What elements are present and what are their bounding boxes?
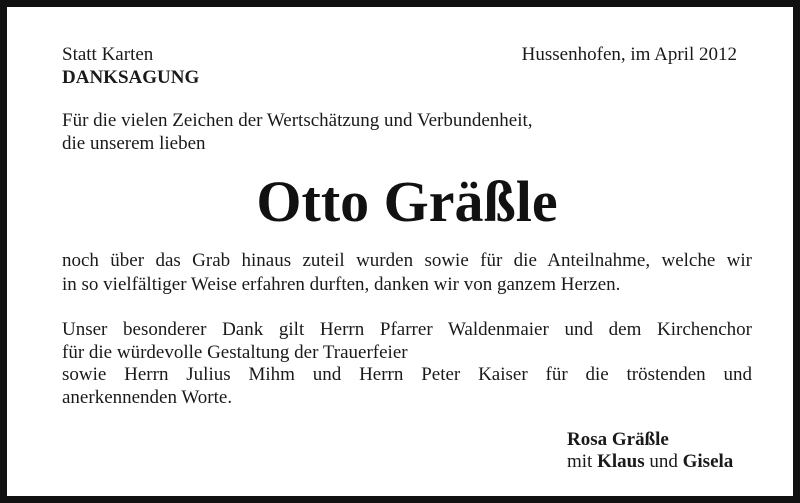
danksagung-heading: DANKSAGUNG	[62, 67, 200, 88]
signature-and: und	[649, 451, 678, 472]
paragraph1-line-1: noch über das Grab hinaus zuteil wurden sowie für die Anteilnahme, welche wir	[62, 250, 752, 271]
paragraph1-line-2: in so vielfältiger Weise erfahren durften, danken wir von ganzem Herzen.	[62, 274, 621, 295]
place-date: Hussenhofen, im April 2012	[521, 44, 737, 65]
signature-person-2: Gisela	[682, 451, 734, 472]
paragraph2-line-3: sowie Herrn Julius Mihm und Herrn Peter Kaiser für die tröstenden und	[62, 364, 752, 385]
signature-family-line	[567, 450, 733, 474]
signature-with: mit	[567, 451, 593, 472]
paragraph2-line-4: anerkennenden Worte.	[62, 387, 233, 408]
signature-name: Rosa Gräßle	[567, 429, 669, 450]
intro-line-2: die unserem lieben	[62, 133, 206, 154]
intro-line-1: Für die vielen Zeichen der Wertschätzung und Verbundenheit,	[62, 110, 533, 131]
statt-karten-label: Statt Karten	[62, 44, 154, 65]
signature-person-1: Klaus	[597, 451, 645, 472]
paragraph2-line-1: Unser besonderer Dank gilt Herrn Pfarrer Waldenmaier und dem Kirchenchor	[62, 319, 752, 340]
deceased-name: Otto Gräßle	[256, 169, 558, 234]
paragraph2-line-2: für die würdevolle Gestaltung der Trauerfeier	[62, 342, 408, 363]
